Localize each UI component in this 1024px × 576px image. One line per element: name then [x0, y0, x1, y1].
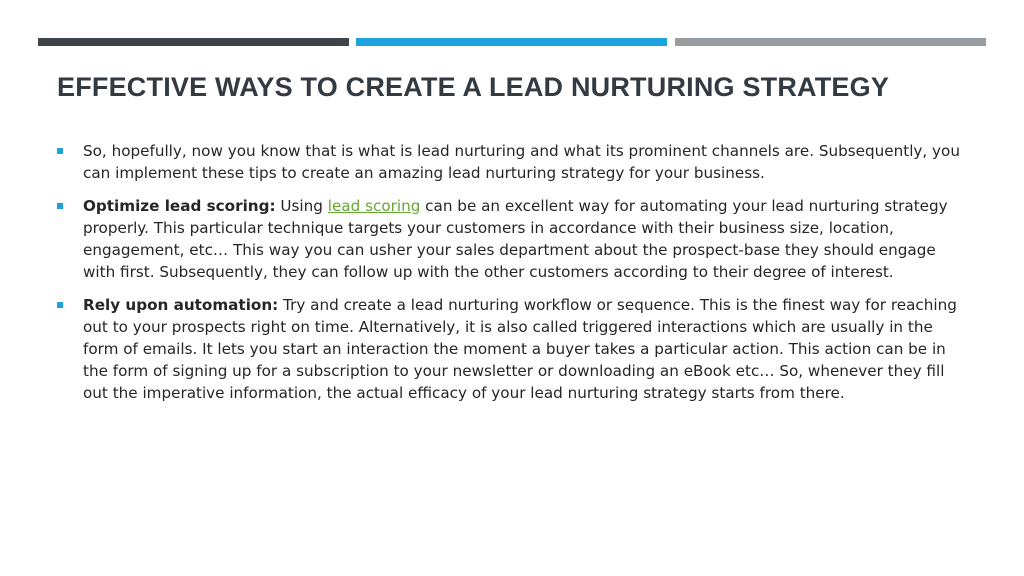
header-accent-bars [38, 38, 986, 46]
accent-bar-grey [675, 38, 986, 46]
accent-bar-blue [356, 38, 667, 46]
bullet-text: can be an excellent way for automating your lead nurturing strategy properly. This particular technique targets your customers in accordance with their business size, location, engagement, etc… This way you can usher your sales department about the prospect-base they should engage with first. Subsequently, they can follow up with the other customers according to their degree of interest. [83, 197, 948, 281]
lead-scoring-link[interactable]: lead scoring [327, 197, 421, 215]
square-bullet-icon [57, 148, 63, 154]
bullet-text: Try and create a lead nurturing workflow or sequence. This is the finest way for reaching out to your prospects right on time. Alternatively, it is also called triggered interactions which are usually in the form of emails. It lets you start an interaction the moment a buyer takes a particular action. This action can be in the form of signing up for a subscription to your newsletter or downloading an eBook etc… So, whenever they fill out the imperative information, the actual efficacy of your lead nurturing strategy starts from there. [83, 296, 957, 402]
bullet-item-lead-scoring [57, 195, 967, 283]
bullet-text: Using [275, 197, 328, 215]
square-bullet-icon [57, 203, 63, 209]
slide-title: EFFECTIVE WAYS TO CREATE A LEAD NURTURING STRATEGY [57, 72, 890, 102]
bullet-text: So, hopefully, now you know that is what is lead nurturing and what its prominent channels are. Subsequently, you can implement these tips to create an amazing lead nurturing strategy for your business. [83, 142, 960, 182]
bullet-heading: Optimize lead scoring: [83, 197, 276, 215]
bullet-item-intro [57, 140, 967, 184]
accent-bar-dark [38, 38, 349, 46]
bullet-item-automation [57, 294, 967, 404]
bullet-list [57, 140, 967, 415]
square-bullet-icon [57, 302, 63, 308]
bullet-heading: Rely upon automation: [83, 296, 279, 314]
